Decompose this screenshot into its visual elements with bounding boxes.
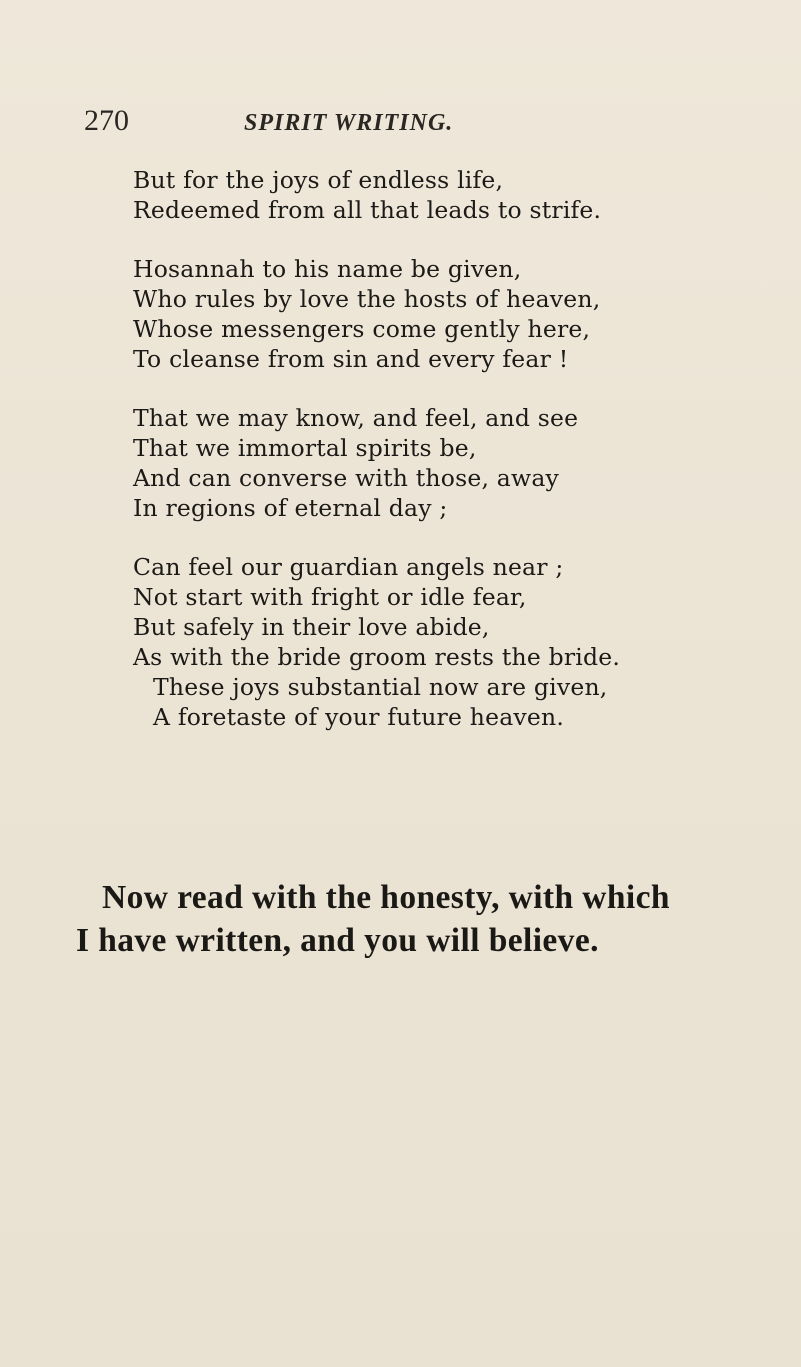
poem-line: Redeemed from all that leads to strife.	[133, 196, 602, 224]
poem-line: Hosannah to his name be given,	[133, 255, 522, 283]
closing-paragraph	[76, 876, 776, 962]
running-title: SPIRIT WRITING.	[244, 110, 454, 136]
poem-line: That we immortal spirits be,	[133, 434, 477, 462]
poem-line: To cleanse from sin and every fear !	[133, 345, 569, 373]
poem-line: Not start with fright or idle fear,	[133, 583, 527, 611]
stanza	[133, 254, 773, 374]
poem-line: Whose messengers come gently here,	[133, 315, 591, 343]
poem-line: Who rules by love the hosts of heaven,	[133, 285, 601, 313]
poem-line: And can converse with those, away	[133, 464, 560, 492]
stanza	[133, 552, 773, 732]
paragraph-line: Now read with the honesty, with which	[102, 879, 670, 916]
poem-line: Can feel our guardian angels near ;	[133, 553, 564, 581]
poem-line: A foretaste of your future heaven.	[153, 703, 565, 731]
stanza	[133, 165, 773, 225]
poem-line: That we may know, and feel, and see	[133, 404, 579, 432]
poem-line: In regions of eternal day ;	[133, 494, 448, 522]
poem-line: As with the bride groom rests the bride.	[133, 643, 621, 671]
stanza	[133, 403, 773, 523]
paragraph-line: I have written, and you will believe.	[76, 922, 599, 959]
poem-line: But for the joys of endless life,	[133, 166, 504, 194]
poem-line: These joys substantial now are given,	[153, 673, 608, 701]
poem-line: But safely in their love abide,	[133, 613, 490, 641]
poem	[133, 165, 773, 761]
page-number: 270	[84, 104, 129, 137]
